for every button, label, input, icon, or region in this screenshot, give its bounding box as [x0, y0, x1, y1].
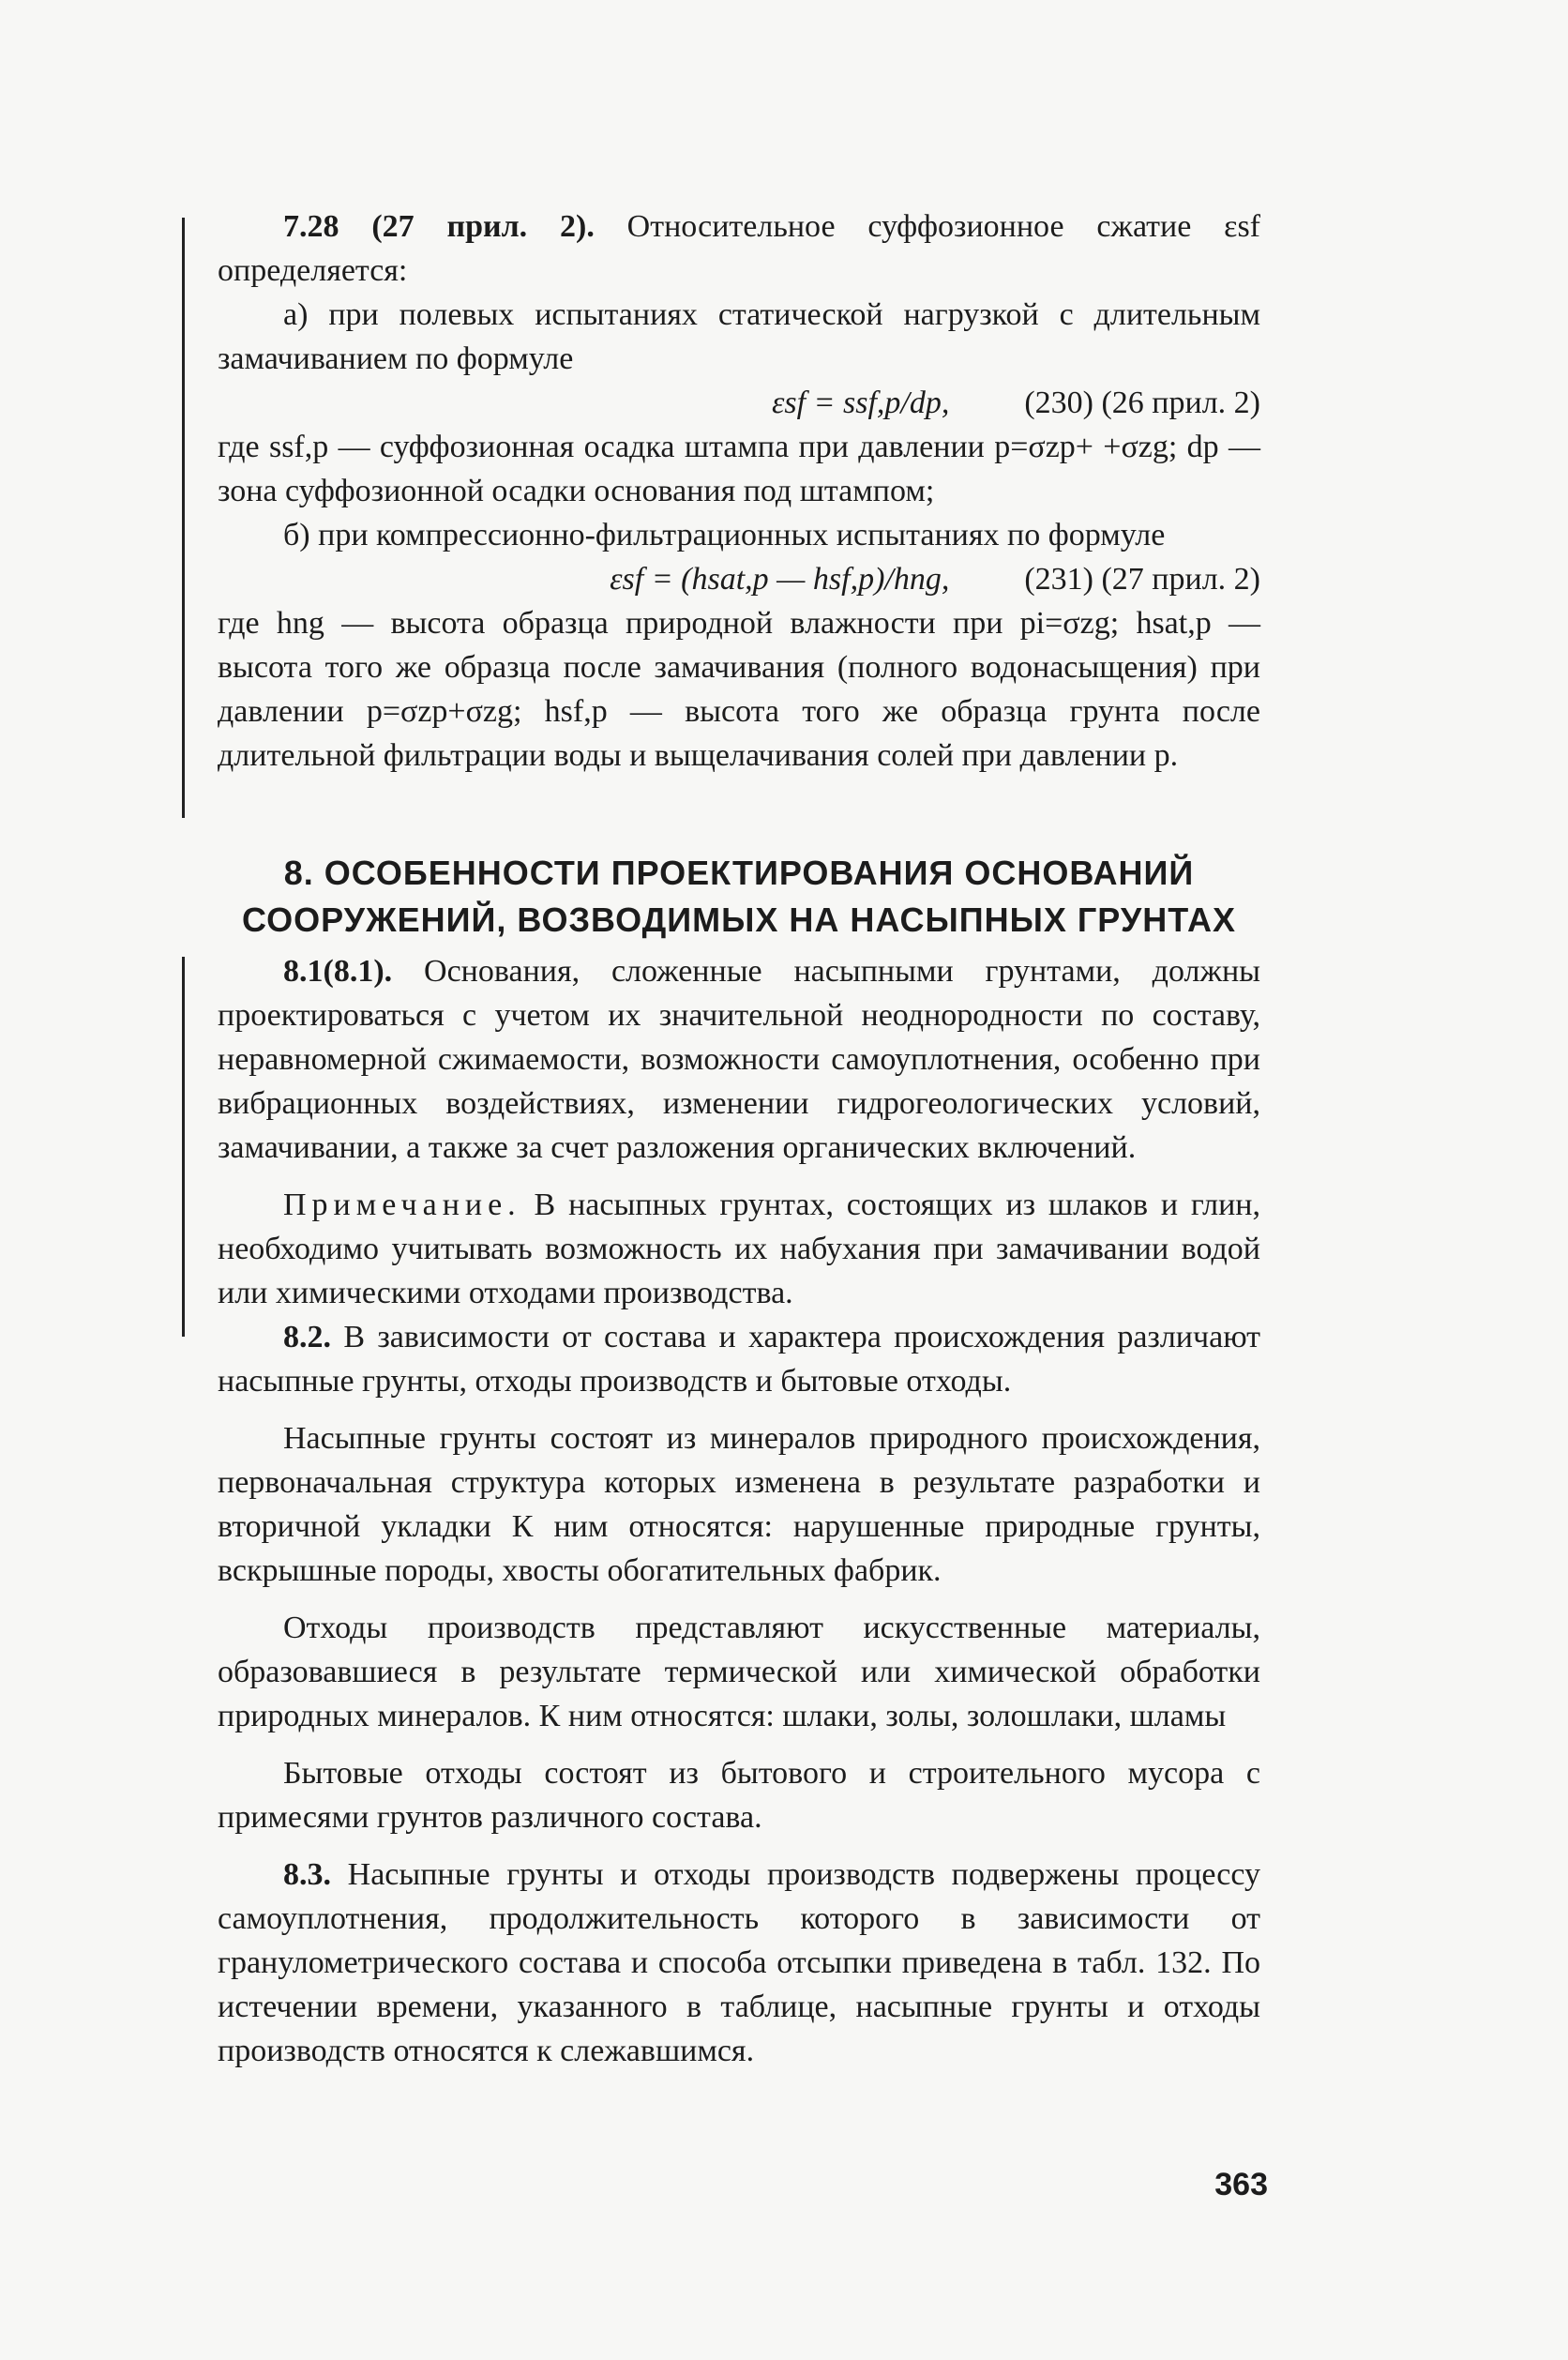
clause-text: В зависимости от состава и характера происхождения различают насыпные грунты, отходы производств и бытовые отходы. — [218, 1320, 1261, 1399]
clause-number: 8.2. — [283, 1320, 331, 1354]
note-label: Примечание. — [283, 1188, 521, 1222]
paragraph-8-1 — [218, 949, 1260, 1170]
paragraph-industrial-waste: Отходы производств представляют искусственные материалы, образовавшиеся в результате термической или химической обработки природных минералов. К ним относятся: шлаки, золы, золошлаки, шламы — [218, 1611, 1260, 1733]
formula-reference: (230) (26 прил. 2) — [1024, 386, 1260, 420]
clause-number: 8.3. — [283, 1857, 331, 1892]
formula-expression: εsf = (hsat,p — hsf,p)/hng, — [610, 562, 950, 597]
paragraph-fill-soils: Насыпные грунты состоят из минералов природного происхождения, первоначальная структура которых изменена в результате разработки и вторичной укладки К ним относятся: нарушенные природные грунты, вскрышные породы, хвосты обогатительных фабрик. — [218, 1421, 1260, 1588]
note-paragraph — [218, 1183, 1260, 1315]
paragraph-household-waste: Бытовые отходы состоят из бытового и строительного мусора с примесями грунтов различного состава. — [218, 1756, 1260, 1835]
formula-231 — [218, 557, 1260, 601]
clause-text: Относительное суффозионное сжатие εsf определяется: — [218, 209, 1261, 288]
section-8-heading — [218, 850, 1260, 944]
formula-230-explanation: где ssf,p — суффозионная осадка штампа при давлении p=σzp+ +σzg; dp — зона суффозионной осадки основания под штампом; — [218, 430, 1260, 508]
list-item-a: а) при полевых испытаниях статической нагрузкой с длительным замачиванием по формуле — [218, 297, 1260, 376]
note-text: В насыпных грунтах, состоящих из шлаков и глин, необходимо учитывать возможность их набухания при замачивании водой или химическими отходами производства. — [218, 1188, 1260, 1310]
formula-231-explanation: где hng — высота образца природной влажности при pi=σzg; hsat,p — высота того же образца после замачивания (полного водонасыщения) при давлении p=σzp+σzg; hsf,p — высота того же образца грунта после длительной фильтрации воды и выщелачивания солей при давлении p. — [218, 606, 1260, 773]
paragraph-7-28 — [218, 204, 1260, 293]
clause-text: Насыпные грунты и отходы производств подвержены процессу самоуплотнения, продолжительность которого в зависимости от гранулометрического состава и способа отсыпки приведена в табл. 132. По истечении времени, указанного в таблице, насыпные грунты и отходы производств относятся к слежавшимся. — [218, 1857, 1260, 2068]
page-number: 363 — [1214, 2167, 1268, 2202]
heading-line: 8. ОСОБЕННОСТИ ПРОЕКТИРОВАНИЯ ОСНОВАНИЙ — [283, 854, 1195, 892]
list-item-b: б) при компрессионно-фильтрационных испытаниях по формуле — [283, 518, 1166, 552]
section-8-block — [218, 949, 1260, 2073]
revision-bar — [182, 218, 185, 818]
clause-text: Основания, сложенные насыпными грунтами, должны проектироваться с учетом их значительной неоднородности по составу, неравномерной сжимаемости, возможности самоуплотнения, особенно при вибрационных воздействиях, изменении гидрогеологических условий, замачивании, а также за счет разложения органических включений. — [218, 954, 1260, 1165]
clause-number: 7.28 (27 прил. 2). — [283, 209, 595, 244]
revision-bar — [182, 957, 185, 1337]
formula-expression: εsf = ssf,p/dp, — [771, 386, 950, 420]
clause-number: 8.1(8.1). — [283, 954, 393, 989]
formula-reference: (231) (27 прил. 2) — [1024, 562, 1260, 597]
section-7-block — [218, 204, 1260, 778]
paragraph-8-3 — [218, 1853, 1260, 2073]
heading-line: СООРУЖЕНИЙ, ВОЗВОДИМЫХ НА НАСЫПНЫХ ГРУНТАХ — [242, 900, 1236, 939]
paragraph-8-2 — [218, 1315, 1260, 1403]
formula-230 — [218, 381, 1260, 425]
